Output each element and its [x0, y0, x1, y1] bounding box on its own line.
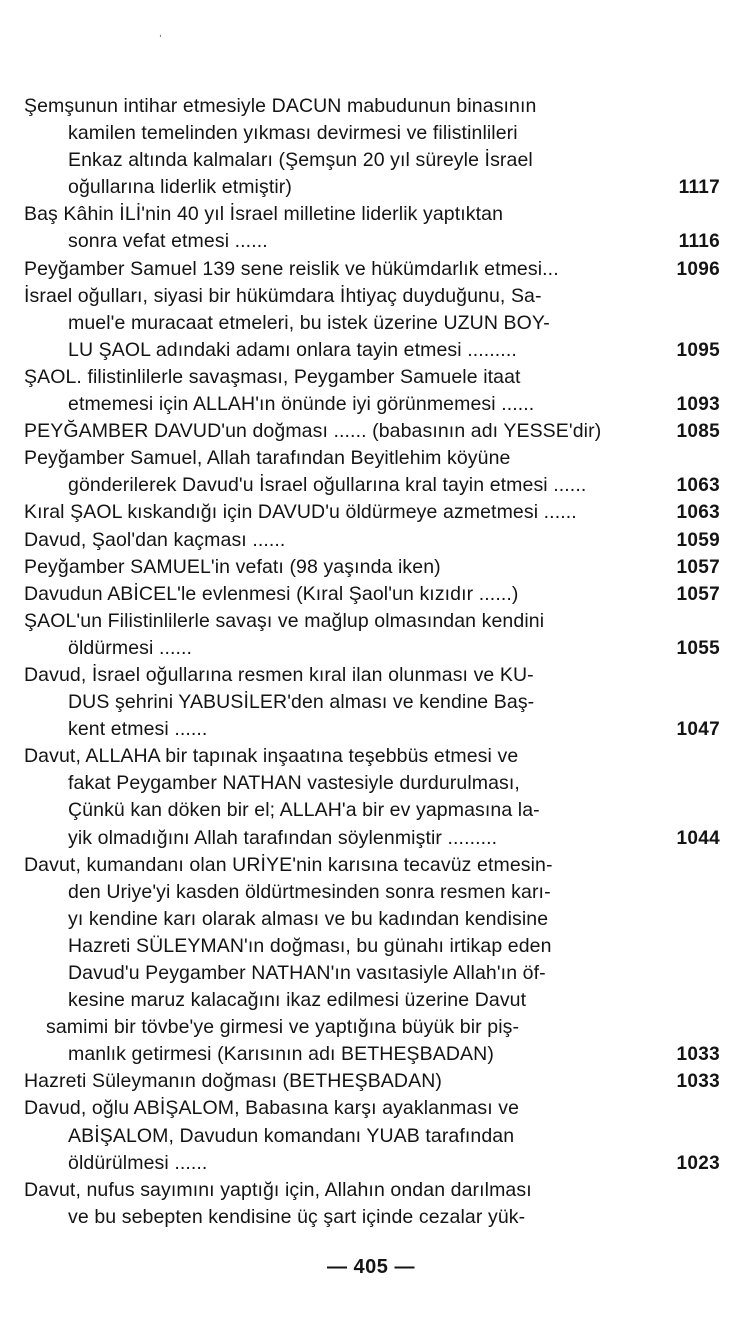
- entry-text-line: Baş Kâhin İLİ'nin 40 yıl İsrael milletine liderlik yaptıktan: [24, 203, 504, 226]
- entry-text-line: Şemşunun intihar etmesiyle DACUN mabudunun binasının: [24, 95, 537, 117]
- entry-page-number: 1117: [678, 177, 720, 199]
- index-entry: [0, 445, 742, 499]
- entry-continuation-line: öldürülmesi ...... 1023: [0, 1150, 742, 1177]
- entry-text-line: Davud, Şaol'dan kaçması ...... 1059: [0, 527, 742, 554]
- index-entry: [0, 364, 742, 418]
- entry-continuation-line: öldürmesi ...... 1055: [0, 635, 742, 662]
- entry-continuation-line: fakat Peygamber NATHAN vastesiyle durdurulması,: [68, 772, 520, 795]
- entry-text-line: İsrael oğulları, siyasi bir hükümdara İhtiyaç duyduğunu, Sa-: [24, 284, 542, 307]
- entry-continuation-line: kamilen temelinden yıkması devirmesi ve filistinlileri: [68, 122, 518, 145]
- page-number: — 405 —: [327, 1256, 415, 1278]
- entry-continuation-line: gönderilerek Davud'u İsrael oğullarına kral tayin etmesi ...... 1063: [0, 472, 742, 499]
- entry-continuation-line: manlık getirmesi (Karısının adı BETHEŞBADAN) 1033: [0, 1041, 742, 1068]
- entry-continuation-line: ABİŞALOM, Davudun komandanı YUAB tarafından: [68, 1124, 515, 1147]
- index-entry: [0, 554, 742, 581]
- index-entry: [0, 256, 742, 283]
- entry-continuation-line: sonra vefat etmesi ...... 1116: [0, 228, 742, 255]
- index-entry: [0, 201, 742, 255]
- entry-continuation-line: muel'e muracaat etmeleri, bu istek üzerine UZUN BOY-: [68, 311, 550, 334]
- entry-continuation-line: Çünkü kan döken bir el; ALLAH'a bir ev yapmasına la-: [68, 799, 540, 822]
- entry-text-line: Kıral ŞAOL kıskandığı için DAVUD'u öldürmeye azmetmesi ...... 1063: [0, 499, 742, 526]
- entry-text-line: Hazreti Süleymanın doğması (BETHEŞBADAN) 1033: [0, 1068, 742, 1095]
- index-entry: [0, 852, 742, 1069]
- index-entry: [0, 581, 742, 608]
- entry-continuation-line: samimi bir tövbe'ye girmesi ve yaptığına büyük bir piş-: [46, 1016, 520, 1039]
- speck-mark: ˈ: [158, 32, 163, 48]
- entry-continuation-line: Davud'u Peygamber NATHAN'ın vasıtasiyle Allah'ın öf-: [68, 962, 546, 984]
- entry-continuation-line: den Uriye'yi kasden öldürtmesinden sonra resmen karı-: [68, 880, 551, 903]
- index-entry: [0, 499, 742, 526]
- index-entry: [0, 527, 742, 554]
- entry-continuation-line: DUS şehrini YABUSİLER'den alması ve kendine Baş-: [68, 691, 535, 714]
- entry-page-number: 1033: [676, 1044, 720, 1066]
- index-entry: [0, 1068, 742, 1095]
- entry-continuation-line: oğullarına liderlik etmiştir) 1117: [0, 174, 742, 201]
- entry-page-number: 1033: [676, 1071, 720, 1093]
- index-entry: [0, 743, 742, 851]
- entry-text-line: Davud, İsrael oğullarına resmen kıral ilan olunması ve KU-: [24, 663, 534, 686]
- index-entries: [0, 93, 742, 1231]
- entry-text-line: Peyğamber SAMUEL'in vefatı (98 yaşında iken) 1057: [0, 554, 742, 581]
- entry-text-line: Davut, kumandanı olan URİYE'nin karısına tecavüz etmesin-: [24, 853, 553, 876]
- entry-continuation-line: Enkaz altında kalmaları (Şemşun 20 yıl süreyle İsrael: [68, 149, 533, 172]
- entry-continuation-line: kent etmesi ...... 1047: [0, 716, 742, 743]
- entry-page-number: 1023: [676, 1152, 720, 1174]
- index-entry: [0, 1095, 742, 1176]
- index-entry: [0, 1177, 742, 1231]
- index-entry: [0, 662, 742, 743]
- index-entry: [0, 418, 742, 445]
- entry-page-number: 1095: [676, 339, 720, 361]
- entry-page-number: 1057: [676, 556, 720, 578]
- entry-text-line: Davut, ALLAHA bir tapınak inşaatına teşebbüs etmesi ve: [24, 745, 519, 768]
- entry-continuation-line: ve bu sebepten kendisine üç şart içinde cezalar yük-: [68, 1205, 526, 1228]
- index-entry: [0, 283, 742, 364]
- entry-text-line: ŞAOL'un Filistinlilerle savaşı ve mağlup olmasından kendini: [24, 609, 545, 632]
- entry-continuation-line: yı kendine karı olarak alması ve bu kadından kendisine: [68, 907, 549, 930]
- entry-page-number: 1063: [676, 475, 720, 497]
- entry-text-line: PEYĞAMBER DAVUD'un doğması ...... (babasının adı YESSE'dir) 1085: [0, 418, 742, 445]
- entry-text-line: ŞAOL. filistinlilerle savaşması, Peygamber Samuele itaat: [24, 365, 521, 388]
- entry-page-number: 1055: [676, 637, 720, 659]
- entry-page-number: 1093: [676, 394, 720, 416]
- index-entry: [0, 608, 742, 662]
- entry-continuation-line: kesine maruz kalacağını ikaz edilmesi üzerine Davut: [68, 989, 527, 1012]
- entry-text-line: Peyğamber Samuel, Allah tarafından Beyitlehim köyüne: [24, 447, 511, 470]
- entry-text-line: Davut, nufus sayımını yaptığı için, Allahın ondan darılması: [24, 1178, 532, 1201]
- entry-continuation-line: Hazreti SÜLEYMAN'ın doğması, bu günahı irtikap eden: [68, 934, 552, 957]
- index-entry: [0, 93, 742, 201]
- entry-text-line: Davudun ABİCEL'le evlenmesi (Kıral Şaol'un kızıdır ......) 1057: [0, 581, 742, 608]
- entry-continuation-line: LU ŞAOL adındaki adamı onlara tayin etmesi ......... 1095: [0, 337, 742, 364]
- entry-continuation-line: yik olmadığını Allah tarafından söylenmiştir ......... 1044: [0, 825, 742, 852]
- entry-page-number: 1116: [678, 231, 720, 253]
- entry-page-number: 1096: [676, 258, 720, 280]
- entry-page-number: 1044: [676, 827, 720, 849]
- entry-text-line: Davud, oğlu ABİŞALOM, Babasına karşı ayaklanması ve: [24, 1097, 520, 1120]
- entry-page-number: 1059: [676, 529, 720, 551]
- entry-page-number: 1063: [676, 502, 720, 524]
- entry-page-number: 1057: [676, 583, 720, 605]
- entry-page-number: 1047: [676, 719, 720, 741]
- entry-continuation-line: etmemesi için ALLAH'ın önünde iyi görünmemesi ...... 1093: [0, 391, 742, 418]
- entry-page-number: 1085: [676, 421, 720, 443]
- entry-text-line: Peyğamber Samuel 139 sene reislik ve hükümdarlık etmesi... 1096: [0, 256, 742, 283]
